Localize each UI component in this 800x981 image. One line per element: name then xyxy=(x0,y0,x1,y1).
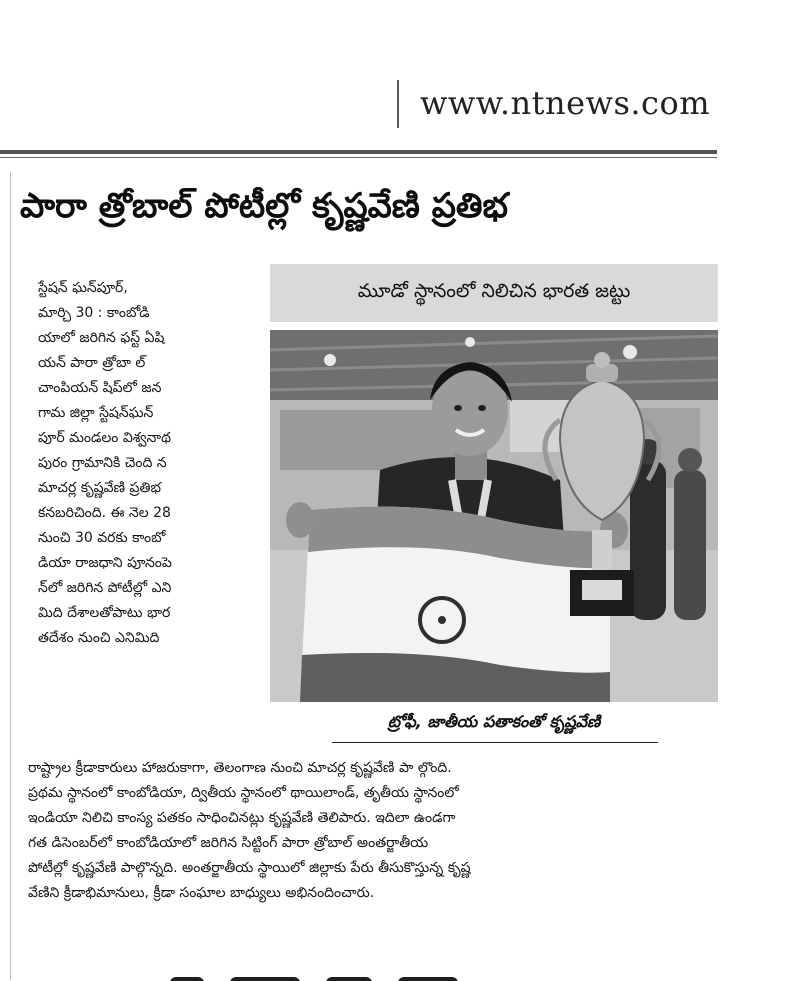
body-line: ప్రథమ స్థానంలో కాంబోడియా, ద్వితీయ స్థానంలో థాయిలాండ్, తృతీయ స్థానంలో xyxy=(28,785,459,801)
masthead-rule-thin xyxy=(0,157,717,158)
body-line: న్‌లో జరిగిన పోటీల్లో ఎని xyxy=(38,580,172,596)
body-line: గత డిసెంబర్‌లో కాంబోడియాలో జరిగిన సిట్టింగ్ పారా త్రోబాల్ అంతర్జాతీయ xyxy=(28,835,429,851)
body-line: డియా రాజధాని పూనంపె xyxy=(38,555,172,571)
caption-underline xyxy=(332,742,658,743)
body-line: పూర్ మండలం విశ్వనాథ xyxy=(38,430,171,446)
body-line: వేణిని క్రీడాభిమానులు, క్రీడా సంఘాల బాధ్యులు అభినందించారు. xyxy=(28,885,375,901)
masthead-rule-thick xyxy=(0,150,717,154)
body-line: యాలో జరిగిన ఫస్ట్ ఏషి xyxy=(38,330,165,346)
body-line: స్టేషన్ ఘన్‌పూర్, xyxy=(38,280,128,296)
body-line: చాంపియన్ షిప్‌లో జన xyxy=(38,380,162,396)
body-line: పోటీల్లో కృష్ణవేణి పాల్గొన్నది. అంతర్జాతీయ స్థాయిలో జిల్లాకు పేరు తీసుకొస్తున్న కృష్ణ xyxy=(28,860,471,876)
body-line: కనబరిచింది. ఈ నెల 28 xyxy=(38,505,171,521)
article-subheading xyxy=(270,264,718,322)
next-article-clipped xyxy=(170,974,500,981)
masthead-divider xyxy=(397,80,399,128)
body-line: మార్చి 30 : కాంబోడి xyxy=(38,305,150,321)
photo-caption: ట్రోఫీ, జాతీయ పతాకంతో కృష్ణవేణి xyxy=(387,712,601,731)
site-url[interactable]: www.ntnews.com xyxy=(420,84,711,122)
article-photo xyxy=(270,330,718,702)
body-line: యన్ పారా త్రోబా ల్ xyxy=(38,355,146,371)
body-line: మాచర్ల కృష్ణవేణి ప్రతిభ xyxy=(38,480,161,496)
body-line: పురం గ్రామానికి చెంది న xyxy=(38,455,167,471)
article-headline: పారా త్రోబాల్ పోటీల్లో కృష్ణవేణి ప్రతిభ xyxy=(20,186,508,226)
column-rule-left xyxy=(10,172,11,980)
body-line: ఇండియా నిలిచి కాంస్య పతకం సాధించినట్లు కృష్ణవేణి తెలిపారు. ఇదిలా ఉండగా xyxy=(28,810,456,826)
body-line: మిది దేశాలతోపాటు భార xyxy=(38,605,171,621)
article-body-continuation xyxy=(28,756,718,906)
body-line: నుంచి 30 వరకు కాంబో xyxy=(38,530,166,546)
body-line: గామ జిల్లా స్టేషన్‌ఘన్ xyxy=(38,405,154,421)
article-body-column xyxy=(38,276,260,651)
subheading-text: మూడో స్థానంలో నిలిచిన భారత జట్టు xyxy=(357,279,631,302)
body-line: రాష్ట్రాల క్రీడాకారులు హాజరుకాగా, తెలంగాణ నుంచి మాచర్ల కృష్ణవేణి పా ల్గొంది. xyxy=(28,760,452,776)
body-line: తదేశం నుంచి ఎనిమిది xyxy=(38,630,160,646)
